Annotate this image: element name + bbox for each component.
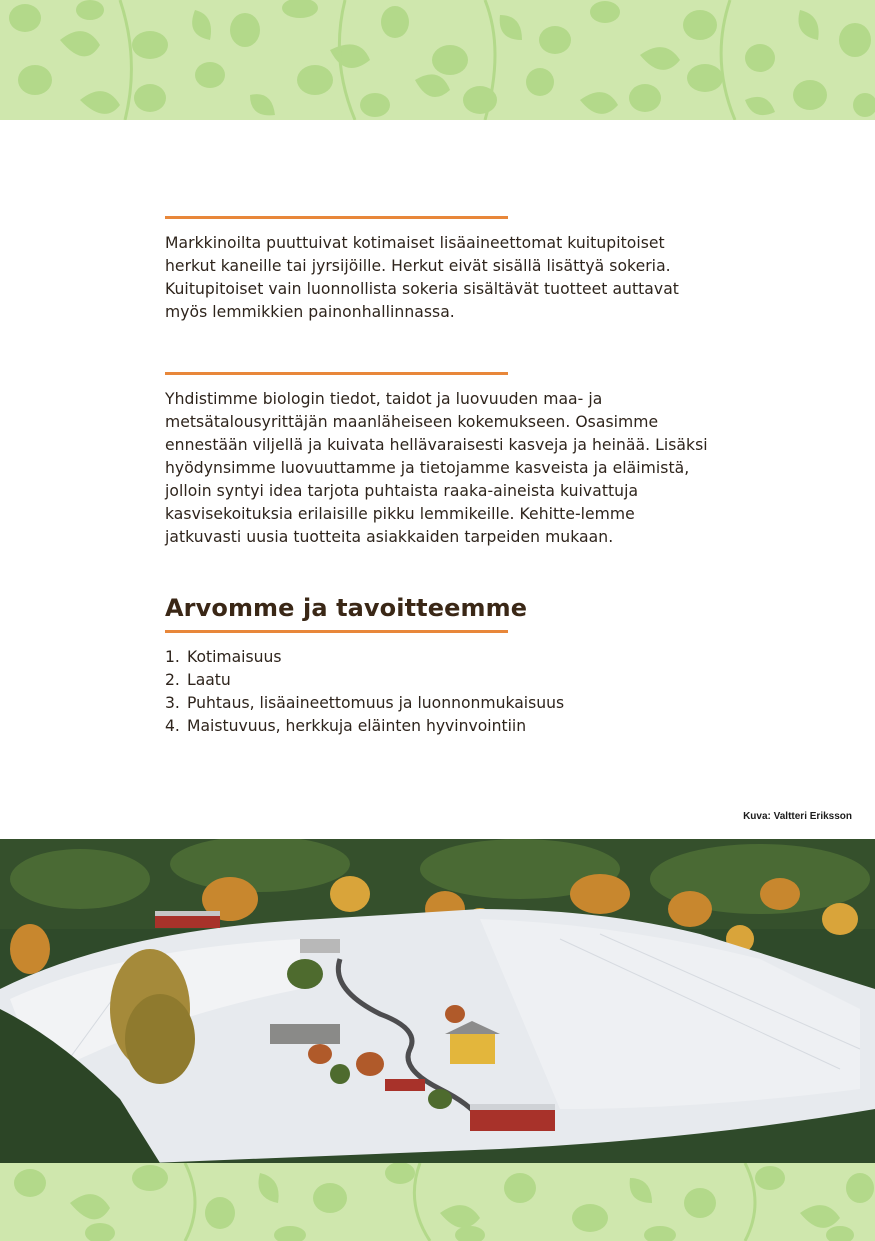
list-item-text: Puhtaus, lisäaineettomuus ja luonnonmukaisuus bbox=[187, 694, 565, 712]
accent-rule-1 bbox=[165, 216, 508, 219]
intro-paragraph: Markkinoilta puuttuivat kotimaiset lisäaineettomat kuitupitoiset herkut kaneille tai jyrsijöille. Herkut eivät sisällä lisättyä sokeria. Kuitupitoiset vain luonnollista sokeria sisältävät tuotteet auttavat myös lemmikkien painonhallinnassa. bbox=[165, 234, 679, 321]
farm-aerial-photo bbox=[0, 839, 875, 1163]
list-item-number: 4. bbox=[165, 717, 180, 735]
list-item-number: 1. bbox=[165, 648, 180, 666]
list-item-number: 3. bbox=[165, 694, 180, 712]
values-list bbox=[165, 646, 564, 738]
photo-credit: Kuva: Valtteri Eriksson bbox=[743, 811, 852, 822]
top-leaf-pattern-band bbox=[0, 0, 875, 120]
accent-rule-3 bbox=[165, 630, 508, 633]
list-item bbox=[165, 692, 564, 715]
accent-rule-2 bbox=[165, 372, 508, 375]
farm-landscape-image bbox=[0, 839, 875, 1163]
story-paragraph: Yhdistimme biologin tiedot, taidot ja luovuuden maa- ja metsätalousyrittäjän maanläheiseen kokemukseen. Osasimme ennestään viljellä ja kuivata hellävaraisesti kasveja ja heinää. Lisäksi hyödynsimme luovuuttamme ja tietojamme kasveista ja eläimistä, jolloin syntyi idea tarjota puhtaista raaka-aineista kuivattuja kasvisekoituksia erilaisille pikku lemmikeille. Kehitte-lemme jatkuvasti uusia tuotteita asiakkaiden tarpeiden mukaan. bbox=[165, 390, 708, 546]
list-item-text: Laatu bbox=[187, 671, 231, 689]
leaf-pattern-icon bbox=[0, 1163, 875, 1241]
list-item bbox=[165, 715, 564, 738]
list-item bbox=[165, 669, 564, 692]
list-item-number: 2. bbox=[165, 671, 180, 689]
leaf-pattern-icon bbox=[0, 0, 875, 120]
values-heading: Arvomme ja tavoitteemme bbox=[165, 594, 528, 622]
list-item-text: Maistuvuus, herkkuja eläinten hyvinvointiin bbox=[187, 717, 527, 735]
list-item bbox=[165, 646, 564, 669]
list-item-text: Kotimaisuus bbox=[187, 648, 282, 666]
bottom-leaf-pattern-band bbox=[0, 1163, 875, 1241]
